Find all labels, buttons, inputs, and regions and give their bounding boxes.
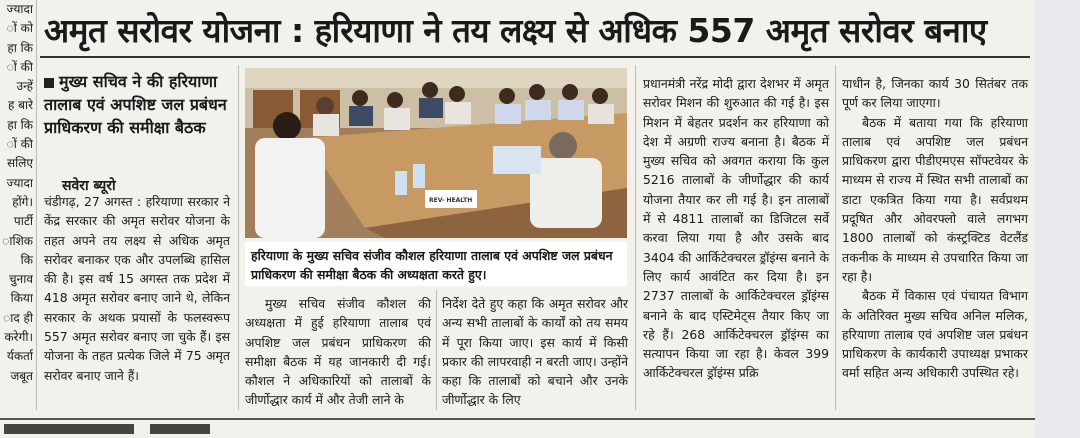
fragment-line: ों को	[6, 21, 33, 36]
name-plate-label: REV- HEALTH	[429, 197, 473, 204]
fragment-line: ाशिक	[2, 233, 33, 248]
next-article-fragment	[150, 424, 210, 434]
column-1	[44, 192, 230, 385]
fragment-line: करेगी।	[4, 330, 33, 345]
column-4	[643, 74, 829, 383]
headline: अमृत सरोवर योजना : हरियाणा ने तय लक्ष्य से अधिक 557 अमृत सरोवर बनाए	[44, 11, 987, 50]
column-5-para-3: बैठक में विकास एवं पंचायत विभाग के अतिरिक्त मुख्य सचिव अनिल मलिक, हरियाणा तालाब एवं अपशिष्ट जल प्रबंधन प्राधिकरण के कार्यकारी उपाध्यक्ष प्रभाकर वर्मा सहित अन्य अधिकारी उपस्थित रहे।	[842, 288, 1028, 381]
fragment-line: ाद ही	[3, 310, 33, 325]
column-5	[842, 74, 1028, 383]
column-2	[245, 294, 431, 410]
fragment-line: कि	[20, 252, 33, 267]
column-2-text: मुख्य सचिव संजीव कौशल की अध्यक्षता में हुई हरियाणा तालाब एवं अपशिष्ट जल प्रबंधन प्राधिकरण की समीक्षा बैठक में यह जानकारी दी गई। कौशल ने अधिकारियों को तालाबों के जीर्णोद्धार कार्य में और तेजी लाने के	[245, 296, 431, 408]
column-divider	[635, 65, 636, 410]
byline: सवेरा ब्यूरो	[62, 178, 116, 194]
headline-rule	[40, 56, 1030, 58]
meeting-photo-image	[245, 68, 627, 238]
column-5-para-1: याधीन है, जिनका कार्य 30 सितंबर तक पूर्ण कर लिया जाएगा।	[842, 76, 1028, 111]
fragment-line: जबूत	[10, 368, 33, 383]
next-article-fragment	[4, 424, 134, 434]
fragment-line: किया	[10, 291, 33, 306]
fragment-line: उन्हें	[16, 79, 33, 94]
subheadline	[44, 70, 234, 139]
column-5-para-2: बैठक में बताया गया कि हरियाणा तालाब एवं अपशिष्ट जल प्रबंधन प्राधिकरण द्वारा पीडीएमएस सॉफ्टवेयर के माध्यम से राज्य में स्थित सभी तालाबों का डाटा एकत्रित किया गया है। सर्वप्रथम प्रदूषित और ओवरफ्लो वाले लगभग 1800 तालाबों को कंस्ट्रक्टिड वेटलैंड तकनीक के माध्यम से उपचारित किया जा रहा है।	[842, 114, 1028, 284]
fragment-line: हा कि	[7, 117, 33, 132]
fragment-line: हा कि	[7, 40, 33, 55]
fragment-line: ों की	[6, 137, 33, 152]
column-divider	[436, 290, 437, 410]
column-3-text: निर्देश देते हुए कहा कि अमृत सरोवर और अन्य सभी तालाबों के कार्यों को तय समय में पूरा किया जाए। इस कार्य में किसी प्रकार की लापरवाही न बरती जाए। उन्होंने कहा कि तालाबों को बचाने और उनके जीर्णोद्धार के लिए	[442, 296, 628, 408]
fragment-line: होंगे।	[12, 194, 33, 209]
column-4-text: प्रधानमंत्री नरेंद्र मोदी द्वारा देशभर में अमृत सरोवर मिशन की शुरुआत की गई है। इस मिशन में बेहतर प्रदर्शन कर हरियाणा को देश में अग्रणी राज्य बनाना है। बैठक में मुख्य सचिव को अवगत कराया कि कुल 5216 तालाबों के जीर्णोद्धार की कार्य योजना तैयार कर ली गई है। इन तालाबों में से 4811 तालाबों का डिजिटल सर्वे करवा लिया गया है और उसके बाद 3404 की आर्किटेक्चरल ड्रॉइंग्स बनाने के लिए कार्य आवंटित कर दिया है। इन 2737 तालाबों के आर्किटेक्चरल ड्रॉइंग्स बनाने के बाद एस्टिमेट्स तैयार किए जा रहे हैं। 268 आर्किटेक्चरल ड्रॉइंग्स का सत्यापन किया जा रहा है। केवल 399 आर्किटेक्चरल ड्रॉइंग्स प्रक्रि	[643, 76, 829, 381]
fragment-line: चुनाव	[8, 272, 33, 287]
fragment-line: ों की	[6, 59, 33, 74]
fragment-line: सलिए	[7, 156, 33, 171]
fragment-line: ज्यादा	[6, 175, 33, 190]
meeting-photo	[245, 68, 627, 238]
column-divider	[238, 65, 239, 410]
subheadline-text: मुख्य सचिव ने की हरियाणा तालाब एवं अपशिष्ट जल प्रबंधन प्राधिकरण की समीक्षा बैठक	[44, 72, 227, 137]
bullet-icon	[44, 78, 54, 88]
bottom-rule	[0, 418, 1035, 420]
column-3	[442, 294, 628, 410]
page-margin	[1035, 0, 1080, 438]
fragment-line: पार्टी	[13, 214, 33, 229]
fragment-line: र्यकर्ता	[6, 349, 33, 364]
column-divider	[835, 65, 836, 410]
fragment-line: ह बारे	[7, 98, 33, 113]
fragment-line: ज्यादा	[6, 2, 33, 16]
column-1-text: चंडीगढ़, 27 अगस्त : हरियाणा सरकार ने केंद्र सरकार की अमृत सरोवर योजना के तहत अपने तय लक्ष्य से अधिक अमृत सरोवर बनाकर एक और उपलब्धि हासिल की है। इस वर्ष 15 अगस्त तक प्रदेश में 418 अमृत सरोवर बनाए जाने थे, लेकिन सरकार के अथक प्रयासों के फलस्वरूप 557 अमृत सरोवर बनाए जा चुके हैं। इस योजना के तहत प्रत्येक जिले में 75 अमृत सरोवर बनाए जाने हैं।	[44, 194, 230, 383]
photo-caption: हरियाणा के मुख्य सचिव संजीव कौशल हरियाणा तालाब एवं अपशिष्ट जल प्रबंधन प्राधिकरण की समीक्षा बैठक की अध्यक्षता करते हुए।	[245, 242, 627, 286]
adjacent-article-fragment	[0, 0, 37, 410]
